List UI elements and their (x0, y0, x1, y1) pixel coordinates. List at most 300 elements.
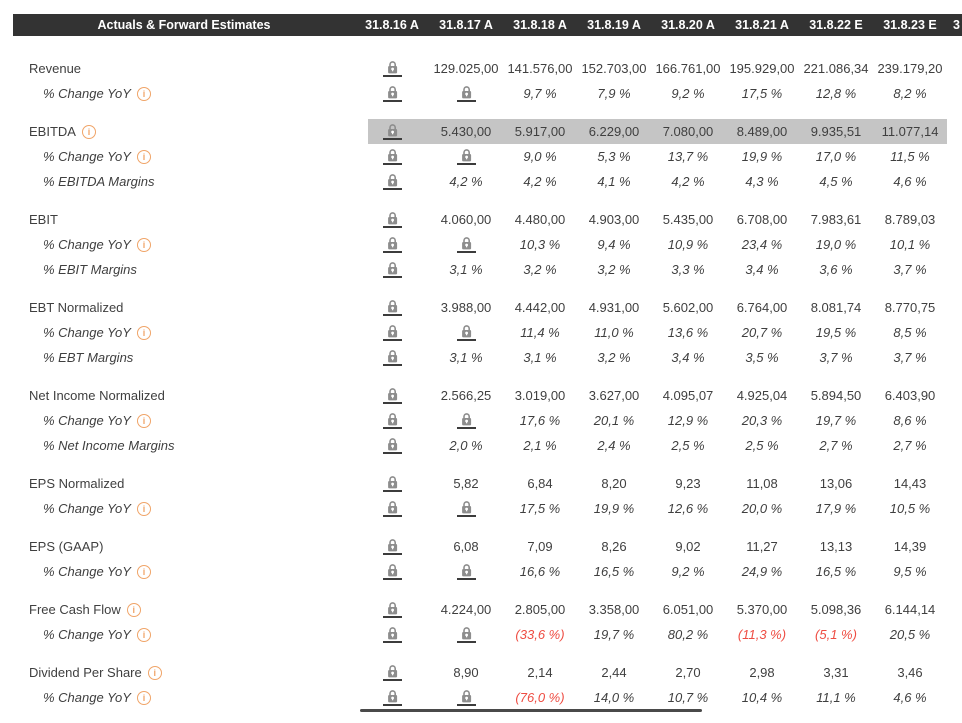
table-row (13, 622, 962, 647)
value-text: 3.627,00 (588, 388, 640, 403)
value-cell (725, 212, 799, 227)
value-text: 166.761,00 (655, 61, 721, 76)
value-text: 10,5 % (889, 501, 931, 516)
value-cell (725, 124, 799, 139)
value-text: 3,2 % (523, 262, 557, 277)
row-cells (355, 559, 947, 584)
value-cell (799, 438, 873, 453)
row-cells (355, 383, 947, 408)
value-text: 2,98 (749, 665, 775, 680)
value-cell (429, 689, 503, 706)
value-text: 4.442,00 (514, 300, 566, 315)
value-text: 141.576,00 (507, 61, 573, 76)
value-cell (873, 438, 947, 453)
value-cell (355, 148, 429, 165)
value-cell (429, 262, 503, 277)
row-group (13, 597, 962, 647)
row-cells (355, 496, 947, 521)
lock-icon[interactable] (383, 299, 402, 316)
lock-icon[interactable] (383, 437, 402, 454)
row-label-text: Net Income Normalized (29, 388, 165, 403)
value-text: 14,0 % (593, 690, 635, 705)
row-cells (355, 144, 947, 169)
row-cells (355, 622, 947, 647)
row-label (13, 602, 355, 617)
value-cell (725, 627, 799, 642)
value-cell (725, 61, 799, 76)
row-label-text: % Change YoY (43, 325, 131, 340)
value-cell (355, 211, 429, 228)
row-label (13, 564, 355, 579)
table-row (13, 383, 962, 408)
row-group (13, 56, 962, 106)
value-cell (725, 300, 799, 315)
table-title: Actuals & Forward Estimates (97, 18, 271, 32)
value-cell (725, 350, 799, 365)
column-header: 31.8.16 A (365, 18, 419, 32)
value-text: 7,09 (527, 539, 553, 554)
lock-icon[interactable] (383, 236, 402, 253)
value-cell (799, 61, 873, 76)
value-cell (577, 262, 651, 277)
value-text: 8,6 % (893, 413, 927, 428)
value-text: 2,1 % (523, 438, 557, 453)
lock-icon[interactable] (383, 261, 402, 278)
value-cell (503, 665, 577, 680)
value-text: 3,1 % (449, 350, 483, 365)
value-cell (873, 174, 947, 189)
info-icon[interactable]: i (137, 87, 151, 101)
value-cell (355, 324, 429, 341)
row-cells (355, 597, 947, 622)
row-label (13, 539, 355, 554)
value-text: 13,13 (819, 539, 853, 554)
value-text: 5,3 % (597, 149, 631, 164)
value-text: 11,1 % (816, 690, 856, 705)
value-text: 13,7 % (667, 149, 709, 164)
lock-icon[interactable] (383, 664, 402, 681)
row-label (13, 627, 355, 642)
table-body (13, 56, 962, 710)
value-text: 9.935,51 (810, 124, 862, 139)
row-label (13, 413, 355, 428)
lock-icon[interactable] (457, 626, 476, 643)
lock-icon[interactable] (383, 60, 402, 77)
value-text: 2,44 (601, 665, 627, 680)
value-cell (577, 237, 651, 252)
value-text: 3,5 % (745, 350, 779, 365)
value-text: 12,6 % (667, 501, 709, 516)
row-cells (355, 232, 947, 257)
value-cell (873, 564, 947, 579)
value-text: 9,7 % (523, 86, 557, 101)
value-text: 19,9 % (741, 149, 783, 164)
value-text: 4,6 % (893, 174, 927, 189)
lock-icon[interactable] (457, 85, 476, 102)
row-cells (355, 320, 947, 345)
value-text: 2,4 % (597, 438, 631, 453)
value-cell (429, 476, 503, 491)
value-cell (503, 413, 577, 428)
row-cells (355, 534, 947, 559)
row-label-text: Dividend Per Share (29, 665, 142, 680)
row-group (13, 471, 962, 521)
value-cell (651, 564, 725, 579)
info-icon[interactable]: i (148, 666, 162, 680)
value-cell (799, 602, 873, 617)
value-text: 3,7 % (893, 262, 927, 277)
value-text: 6.229,00 (588, 124, 640, 139)
row-label (13, 262, 355, 277)
value-cell (725, 237, 799, 252)
column-header: 31.8.20 A (661, 18, 715, 32)
lock-icon[interactable] (457, 689, 476, 706)
value-text: 5.435,00 (662, 212, 714, 227)
value-text: 20,7 % (741, 325, 783, 340)
value-cell (651, 262, 725, 277)
value-text: 20,5 % (889, 627, 931, 642)
value-text: 6.144,14 (884, 602, 936, 617)
value-cell (873, 300, 947, 315)
lock-icon[interactable] (383, 689, 402, 706)
value-text: 10,9 % (667, 237, 709, 252)
value-cell (429, 412, 503, 429)
value-cell (725, 388, 799, 403)
lock-icon[interactable] (383, 626, 402, 643)
info-icon[interactable]: i (137, 326, 151, 340)
value-cell (725, 564, 799, 579)
value-cell (355, 437, 429, 454)
value-text: 5.430,00 (440, 124, 492, 139)
lock-icon[interactable] (457, 412, 476, 429)
value-cell (725, 174, 799, 189)
value-cell (355, 349, 429, 366)
value-cell (651, 627, 725, 642)
value-text: 20,1 % (593, 413, 635, 428)
lock-icon[interactable] (457, 563, 476, 580)
row-group (13, 119, 962, 194)
value-text: 80,2 % (667, 627, 709, 642)
value-cell (873, 262, 947, 277)
value-text: 195.929,00 (729, 61, 795, 76)
value-cell (355, 500, 429, 517)
value-text: 3,4 % (745, 262, 779, 277)
value-cell (503, 602, 577, 617)
value-cell (873, 124, 947, 139)
value-text: 11,27 (746, 539, 778, 554)
value-text: 2,7 % (819, 438, 853, 453)
value-text: 9,23 (675, 476, 701, 491)
column-header: 31.8.19 A (587, 18, 641, 32)
value-text: 10,4 % (741, 690, 783, 705)
value-cell (873, 627, 947, 642)
row-label-text: % Change YoY (43, 501, 131, 516)
value-cell (577, 665, 651, 680)
lock-icon[interactable] (383, 123, 402, 140)
row-label (13, 86, 355, 101)
lock-icon[interactable] (383, 563, 402, 580)
info-icon[interactable]: i (127, 603, 141, 617)
lock-icon[interactable] (383, 211, 402, 228)
value-text: 8,5 % (893, 325, 927, 340)
value-cell (651, 476, 725, 491)
value-text: 10,3 % (519, 237, 561, 252)
value-cell (577, 438, 651, 453)
value-cell (429, 124, 503, 139)
value-text: 5,82 (453, 476, 479, 491)
value-text: 14,43 (893, 476, 927, 491)
row-group (13, 660, 962, 710)
value-cell (355, 664, 429, 681)
value-text: 2,5 % (671, 438, 705, 453)
value-cell (577, 602, 651, 617)
row-label (13, 438, 355, 453)
value-text: 4,5 % (819, 174, 853, 189)
value-cell (873, 61, 947, 76)
lock-icon[interactable] (383, 85, 402, 102)
value-cell (355, 626, 429, 643)
value-text: 4.095,07 (662, 388, 714, 403)
row-label (13, 174, 355, 189)
value-cell (725, 262, 799, 277)
value-text: 9,02 (675, 539, 701, 554)
value-text: 3,7 % (893, 350, 927, 365)
info-icon[interactable]: i (82, 125, 96, 139)
value-cell (577, 174, 651, 189)
value-text: 11,5 % (890, 149, 930, 164)
value-cell (873, 86, 947, 101)
table-header-row (13, 14, 962, 36)
value-cell (503, 564, 577, 579)
row-cells (355, 660, 947, 685)
row-cells (355, 471, 947, 496)
value-text: (11,3 %) (737, 627, 787, 642)
table-row (13, 207, 962, 232)
value-text: 3.988,00 (440, 300, 492, 315)
lock-icon[interactable] (383, 324, 402, 341)
value-text: 8,2 % (893, 86, 927, 101)
table-row (13, 169, 962, 194)
row-label (13, 476, 355, 491)
value-cell (725, 149, 799, 164)
value-cell (577, 124, 651, 139)
value-text: 5.917,00 (514, 124, 566, 139)
value-cell (873, 212, 947, 227)
value-cell (503, 124, 577, 139)
lock-icon[interactable] (457, 236, 476, 253)
value-text: 152.703,00 (581, 61, 647, 76)
value-text: 6.764,00 (736, 300, 788, 315)
column-header: 31.8.18 A (513, 18, 567, 32)
value-cell (651, 237, 725, 252)
value-cell (355, 538, 429, 555)
row-group (13, 383, 962, 458)
row-label-text: % EBIT Margins (43, 262, 137, 277)
value-text: 4.480,00 (514, 212, 566, 227)
value-text: 19,7 % (593, 627, 635, 642)
value-cell (429, 236, 503, 253)
value-text: 3.019,00 (514, 388, 566, 403)
row-label-text: EPS (GAAP) (29, 539, 104, 554)
row-label (13, 690, 355, 705)
value-cell (503, 149, 577, 164)
value-cell (799, 124, 873, 139)
value-cell (503, 627, 577, 642)
row-label-text: % EBITDA Margins (43, 174, 155, 189)
table-row (13, 257, 962, 282)
value-cell (651, 325, 725, 340)
value-text: 4.060,00 (440, 212, 492, 227)
value-text: 2,70 (675, 665, 701, 680)
value-text: 8,26 (601, 539, 627, 554)
value-text: 4,2 % (671, 174, 705, 189)
value-cell (503, 690, 577, 705)
value-text: (76,0 %) (515, 690, 565, 705)
lock-icon[interactable] (383, 538, 402, 555)
value-text: 17,5 % (519, 501, 561, 516)
lock-icon[interactable] (383, 349, 402, 366)
table-row (13, 119, 962, 144)
info-icon[interactable]: i (137, 628, 151, 642)
value-cell (577, 539, 651, 554)
row-label-text: % Change YoY (43, 627, 131, 642)
info-icon[interactable]: i (137, 150, 151, 164)
value-text: 16,5 % (593, 564, 635, 579)
value-text: 7.080,00 (662, 124, 714, 139)
row-label-text: % Net Income Margins (43, 438, 175, 453)
value-text: 8,20 (601, 476, 627, 491)
value-cell (651, 602, 725, 617)
value-cell (873, 149, 947, 164)
row-label-text: Revenue (29, 61, 82, 76)
value-cell (429, 212, 503, 227)
value-text: 19,7 % (815, 413, 857, 428)
value-cell (577, 61, 651, 76)
value-cell (873, 665, 947, 680)
value-cell (651, 300, 725, 315)
value-cell (873, 501, 947, 516)
value-cell (651, 149, 725, 164)
value-cell (651, 350, 725, 365)
value-cell (799, 665, 873, 680)
table-row (13, 345, 962, 370)
value-text: 20,3 % (741, 413, 783, 428)
row-label (13, 300, 355, 315)
value-text: 8.770,75 (884, 300, 936, 315)
table-row (13, 559, 962, 584)
row-label-text: Free Cash Flow (29, 602, 121, 617)
info-icon[interactable]: i (137, 691, 151, 705)
value-text: 129.025,00 (433, 61, 499, 76)
value-text: 11.077,14 (881, 124, 939, 139)
lock-icon[interactable] (383, 500, 402, 517)
value-text: 17,9 % (815, 501, 857, 516)
row-label-text: % Change YoY (43, 413, 131, 428)
row-label (13, 149, 355, 164)
value-text: 3,3 % (671, 262, 705, 277)
value-text: 2,0 % (449, 438, 483, 453)
value-text: 13,06 (819, 476, 853, 491)
value-text: 19,0 % (815, 237, 857, 252)
lock-icon[interactable] (383, 387, 402, 404)
row-label-text: EBT Normalized (29, 300, 124, 315)
table-row (13, 534, 962, 559)
value-text: 9,2 % (671, 564, 705, 579)
lock-icon[interactable] (383, 475, 402, 492)
header-spacer (13, 36, 962, 56)
value-text: 4.931,00 (588, 300, 640, 315)
value-cell (577, 627, 651, 642)
value-text: 23,4 % (741, 237, 783, 252)
value-text: 8.489,00 (736, 124, 788, 139)
value-text: 8.081,74 (810, 300, 862, 315)
value-cell (873, 388, 947, 403)
value-cell (503, 539, 577, 554)
lock-icon[interactable] (457, 148, 476, 165)
value-text: 16,6 % (519, 564, 561, 579)
value-text: 3,1 % (449, 262, 483, 277)
value-text: 9,2 % (671, 86, 705, 101)
row-label (13, 388, 355, 403)
value-cell (873, 413, 947, 428)
value-cell (799, 350, 873, 365)
value-cell (429, 388, 503, 403)
value-cell (799, 413, 873, 428)
value-cell (873, 602, 947, 617)
value-cell (799, 539, 873, 554)
info-icon[interactable]: i (137, 414, 151, 428)
value-text: 16,5 % (815, 564, 857, 579)
table-row (13, 320, 962, 345)
value-cell (873, 539, 947, 554)
value-text: 239.179,20 (877, 61, 943, 76)
info-icon[interactable]: i (137, 565, 151, 579)
row-label-text: % Change YoY (43, 564, 131, 579)
value-cell (503, 388, 577, 403)
value-text: 3,31 (823, 665, 849, 680)
value-cell (651, 438, 725, 453)
lock-icon[interactable] (383, 173, 402, 190)
value-text: 6,08 (453, 539, 479, 554)
value-text: 17,0 % (815, 149, 857, 164)
lock-icon[interactable] (383, 601, 402, 618)
value-text: 6.051,00 (662, 602, 714, 617)
lock-icon[interactable] (383, 412, 402, 429)
row-label-text: % EBT Margins (43, 350, 134, 365)
info-icon[interactable]: i (137, 238, 151, 252)
value-cell (429, 563, 503, 580)
row-label (13, 237, 355, 252)
row-label (13, 665, 355, 680)
row-label-text: EBITDA (29, 124, 76, 139)
info-icon[interactable]: i (137, 502, 151, 516)
table-row (13, 144, 962, 169)
value-cell (799, 149, 873, 164)
value-cell (503, 262, 577, 277)
lock-icon[interactable] (457, 500, 476, 517)
lock-icon[interactable] (457, 324, 476, 341)
value-cell (503, 476, 577, 491)
value-text: 2,5 % (745, 438, 779, 453)
row-cells (355, 56, 947, 81)
value-text: 12,8 % (815, 86, 857, 101)
value-cell (799, 237, 873, 252)
value-cell (355, 299, 429, 316)
row-label (13, 350, 355, 365)
row-cells (355, 257, 947, 282)
lock-icon[interactable] (383, 148, 402, 165)
value-text: 4.903,00 (588, 212, 640, 227)
